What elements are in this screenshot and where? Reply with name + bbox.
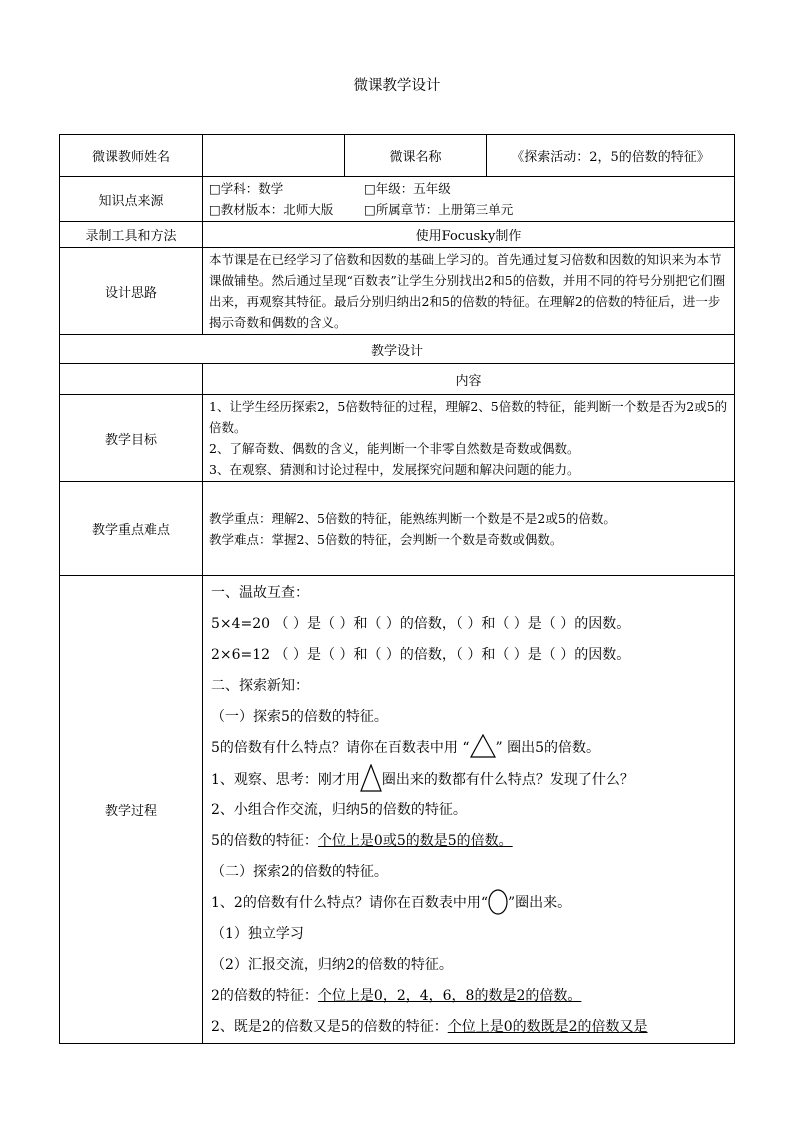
difficult-point: 教学难点：掌握2、5倍数的特征，会判断一个数是奇数或偶数。 [209,531,563,547]
process-text: 1、2的倍数有什么特点？请你在百数表中用“ [211,895,488,911]
design-label: 设计思路 [60,248,203,335]
process-line [211,888,728,919]
goals-label: 教学目标 [60,395,203,482]
design-text: 本节课是在已经学习了倍数和因数的基础上学习的。首先通过复习倍数和因数的知识来为本节课做铺垫。然后通过呈现“百数表”让学生分别找出2和5的倍数，并用不同的符号分别把它们圈出来，再观察其特征。最后分别归纳出2和5的倍数的特征。在理解2的倍数的特征后，进一步揭示奇数和偶数的含义。 [203,248,735,335]
process-text: 2、既是2的倍数又是5的倍数的特征： [211,1019,448,1035]
grade-field: □年级：五年级 [364,181,451,196]
source-cell [203,177,735,222]
process-line [211,764,728,795]
process-line: （二）探索2的倍数的特征。 [211,864,388,880]
process-line: 一、温故互查： [211,585,309,601]
process-text: 1、观察、思考：刚才用 [211,772,360,788]
triangle-icon [360,764,382,792]
teaching-design-header: 教学设计 [60,335,735,364]
process-line: 2×6=12 （ ）是（ ）和（ ）的倍数，（ ）和（ ）是（ ）的因数。 [211,647,631,663]
process-line: 二、探索新知： [211,678,309,694]
table-row [60,248,735,335]
table-row [60,482,735,576]
process-line: 2、小组合作交流，归纳5的倍数的特征。 [211,802,467,818]
goal-item: 3、在观察、猜测和讨论过程中，发展探究问题和解决问题的能力。 [209,462,580,477]
process-line: （1）独立学习 [211,926,304,942]
process-line [211,1012,728,1043]
course-name-label: 微课名称 [345,135,487,177]
teacher-name-label: 微课教师姓名 [60,135,203,177]
table-row [60,576,735,1044]
teacher-name-value [203,135,345,177]
process-line: （2）汇报交流，归纳2的倍数的特征。 [211,957,453,973]
textbook-field: □教材版本：北师大版 [209,202,334,217]
process-text: 圈出来的数都有什么特点？发现了什么？ [381,772,634,788]
process-line: （一）探索5的倍数的特征。 [211,709,388,725]
table-row [60,135,735,177]
empty-cell [60,364,203,395]
table-row [60,364,735,395]
chapter-field: □所属章节：上册第三单元 [364,202,514,217]
underlined-answer: 个位上是0的数既是2的倍数又是 [447,1019,648,1035]
source-label: 知识点来源 [60,177,203,222]
table-row [60,177,735,222]
process-line [211,733,728,764]
tools-value: 使用Focusky制作 [203,222,735,248]
process-line [211,826,728,857]
content-header: 内容 [203,364,735,395]
process-line: 5×4=20 （ ）是（ ）和（ ）的倍数，（ ）和（ ）是（ ）的因数。 [211,616,631,632]
table-row [60,335,735,364]
process-text: 5的倍数有什么特点？请你在百数表中用 “ [211,740,470,756]
lesson-design-table [59,134,735,1044]
process-text: 2的倍数的特征： [211,988,318,1004]
subject-field: □学科：数学 [209,181,284,196]
table-row [60,395,735,482]
underlined-answer: 个位上是0，2，4，6，8的数是2的倍数。 [317,988,582,1004]
oval-icon [488,889,508,915]
key-points-cell [203,482,735,576]
triangle-icon [470,734,496,758]
underlined-answer: 个位上是0或5的数是5的倍数。 [317,833,513,849]
course-name-value: 《探索活动：2，5的倍数的特征》 [487,135,735,177]
process-text: ” 圈出5的倍数。 [495,740,601,756]
table-row [60,222,735,248]
page-title: 微课教学设计 [353,78,441,94]
process-line [211,981,728,1012]
key-point: 教学重点：理解2、5倍数的特征，能熟练判断一个数是不是2或5的倍数。 [209,510,616,526]
process-text: 5的倍数的特征： [211,833,318,849]
goal-item: 2、了解奇数、偶数的含义，能判断一个非零自然数是奇数或偶数。 [209,441,580,456]
process-label: 教学过程 [60,576,203,1044]
tools-label: 录制工具和方法 [60,222,203,248]
goals-cell [203,395,735,482]
key-points-label: 教学重点难点 [60,482,203,576]
process-text: ”圈出来。 [507,895,572,911]
process-cell [203,576,735,1044]
goal-item: 1、让学生经历探索2，5倍数特征的过程，理解2、5倍数的特征，能判断一个数是否为2或5的倍数。 [209,399,728,435]
